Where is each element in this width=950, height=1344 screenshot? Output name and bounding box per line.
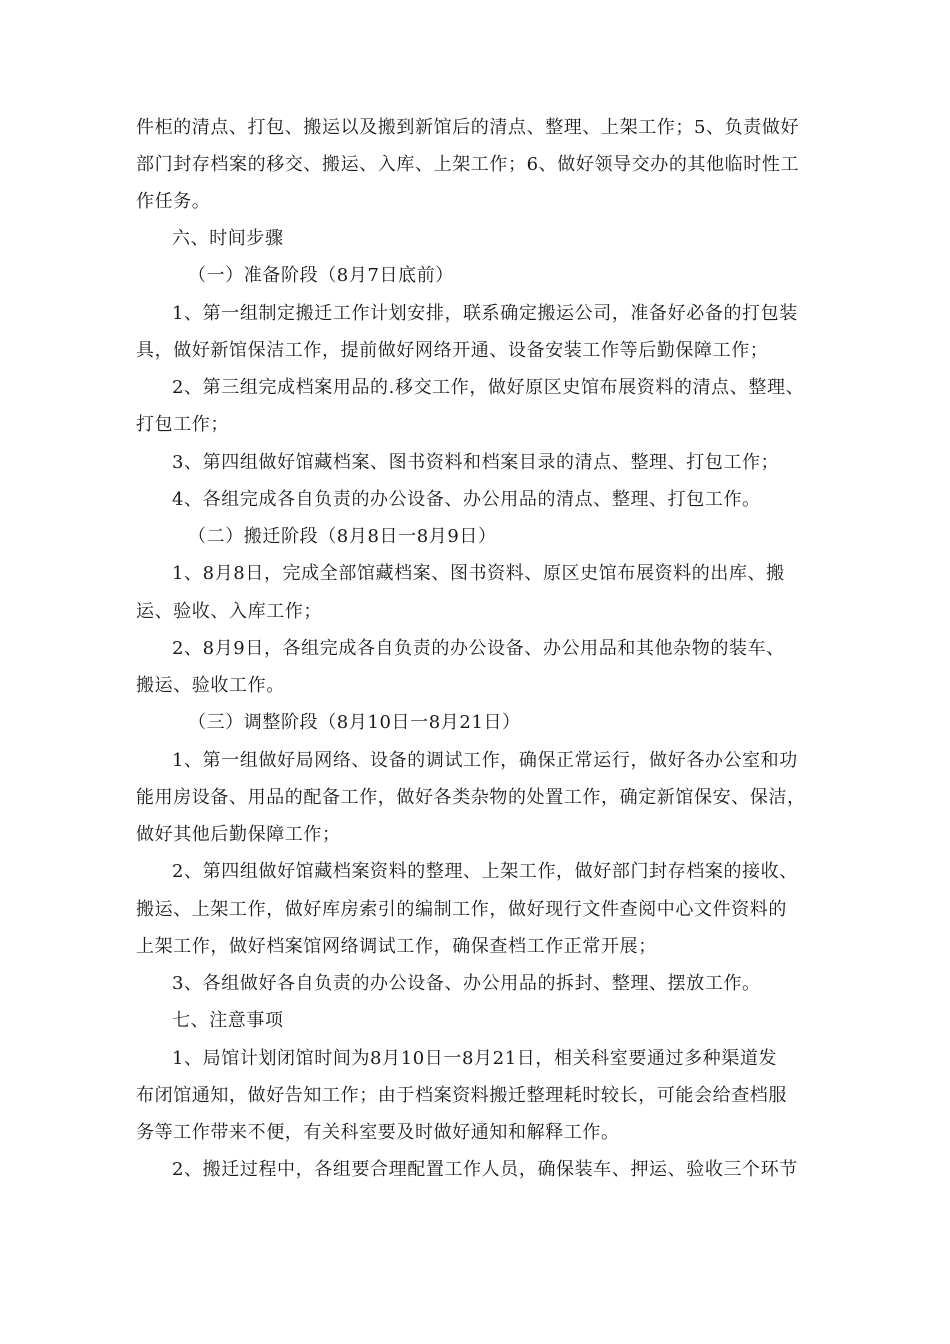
subsection-heading: （一）准备阶段（8月7日底前） <box>188 265 454 286</box>
subsection-heading: （三）调整阶段（8月10日一8月21日） <box>188 712 521 733</box>
body-line: 2、8月9日，各组完成各自负责的办公设备、办公用品和其他杂物的装车、 <box>172 638 785 659</box>
body-line: 1、第一组制定搬迁工作计划安排，联系确定搬运公司，准备好必备的打包装 <box>172 303 798 324</box>
body-line: 件柜的清点、打包、搬运以及搬到新馆后的清点、整理、上架工作；5、负责做好 <box>136 117 800 138</box>
body-line: 1、8月8日，完成全部馆藏档案、图书资料、原区史馆布展资料的出库、搬 <box>172 563 785 584</box>
section-heading: 七、注意事项 <box>172 1010 284 1031</box>
body-line: 搬运、验收工作。 <box>136 675 285 696</box>
body-line: 具，做好新馆保洁工作，提前做好网络开通、设备安装工作等后勤保障工作； <box>136 340 769 361</box>
body-line: 能用房设备、用品的配备工作，做好各类杂物的处置工作，确定新馆保安、保洁， <box>136 787 806 808</box>
body-line: 1、局馆计划闭馆时间为8月10日一8月21日，相关科室要通过多种渠道发 <box>172 1048 778 1069</box>
body-line: 布闭馆通知，做好告知工作；由于档案资料搬迁整理耗时较长，可能会给查档服 <box>136 1085 787 1106</box>
body-line: 做好其他后勤保障工作； <box>136 824 341 845</box>
body-line: 运、验收、入库工作； <box>136 601 322 622</box>
body-line: 部门封存档案的移交、搬运、入库、上架工作；6、做好领导交办的其他临时性工 <box>136 154 800 175</box>
body-line: 4、各组完成各自负责的办公设备、办公用品的清点、整理、打包工作。 <box>172 489 761 510</box>
body-line: 搬运、上架工作，做好库房索引的编制工作，做好现行文件查阅中心文件资料的 <box>136 899 787 920</box>
subsection-heading: （二）搬迁阶段（8月8日一8月9日） <box>188 526 497 547</box>
body-line: 2、第三组完成档案用品的.移交工作，做好原区史馆布展资料的清点、整理、 <box>172 377 805 398</box>
body-line: 3、各组做好各自负责的办公设备、办公用品的拆封、整理、摆放工作。 <box>172 973 761 994</box>
body-line: 上架工作，做好档案馆网络调试工作，确保查档工作正常开展； <box>136 936 657 957</box>
body-line: 1、第一组做好局网络、设备的调试工作，确保正常运行，做好各办公室和功 <box>172 750 798 771</box>
body-line: 2、第四组做好馆藏档案资料的整理、上架工作，做好部门封存档案的接收、 <box>172 861 798 882</box>
section-heading: 六、时间步骤 <box>172 228 284 249</box>
body-line: 2、搬迁过程中，各组要合理配置工作人员，确保装车、押运、验收三个环节 <box>172 1159 798 1180</box>
body-line: 务等工作带来不便，有关科室要及时做好通知和解释工作。 <box>136 1122 620 1143</box>
body-line: 3、第四组做好馆藏档案、图书资料和档案目录的清点、整理、打包工作； <box>172 452 780 473</box>
body-line: 作任务。 <box>136 191 211 212</box>
body-line: 打包工作； <box>136 414 229 435</box>
